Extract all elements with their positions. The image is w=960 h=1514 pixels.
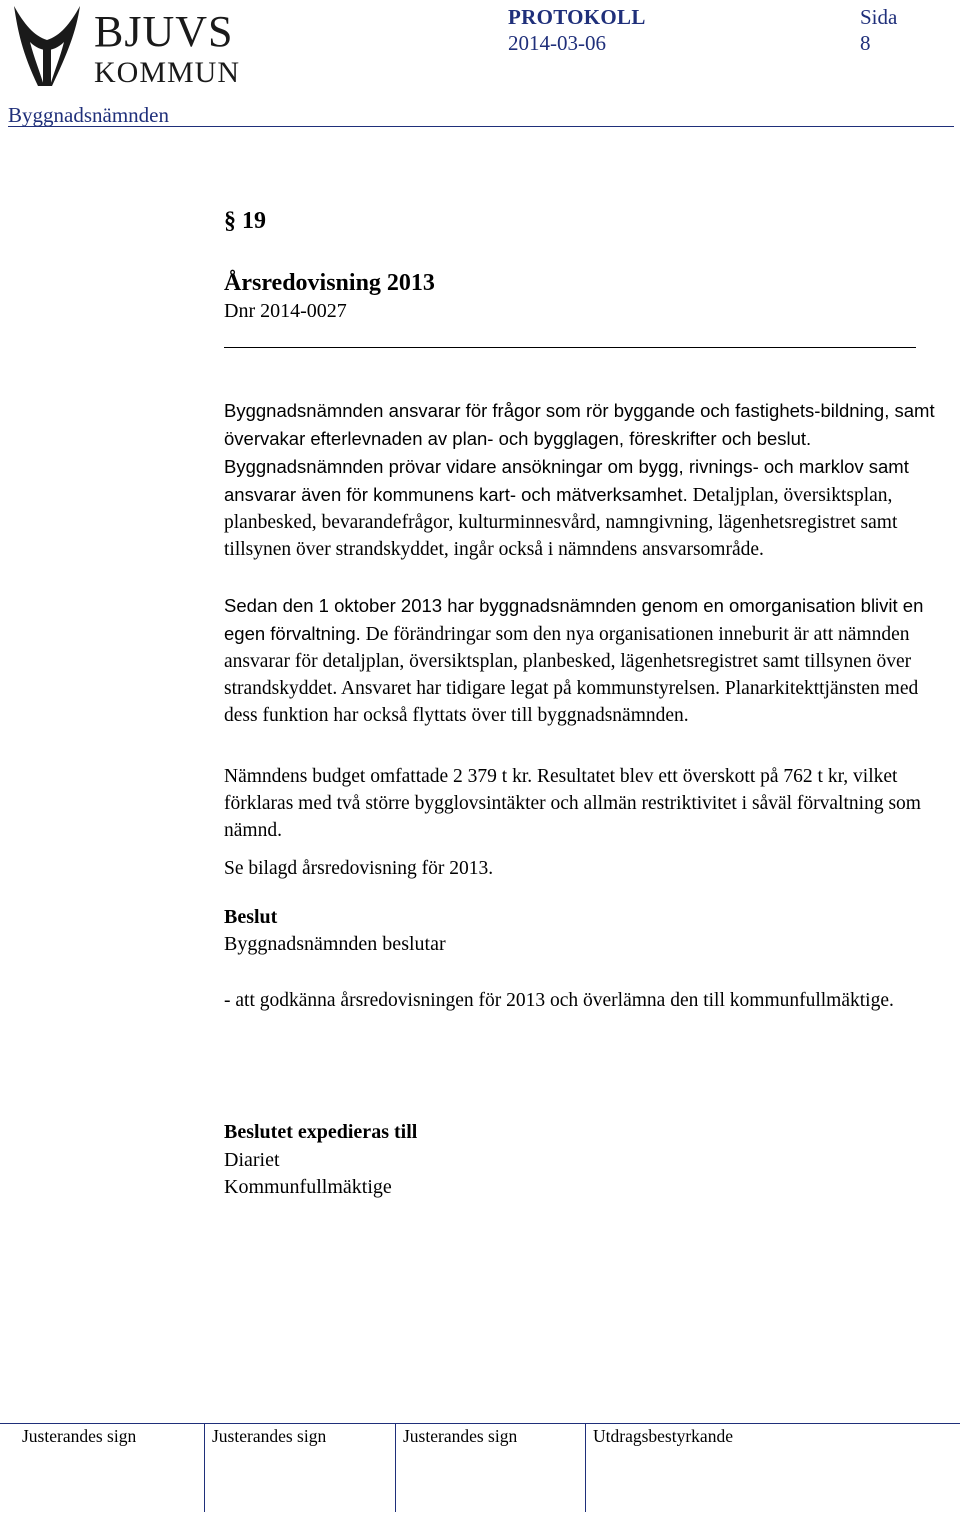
recipient-item: Kommunfullmäktige: [224, 1176, 392, 1198]
bjuv-torch-logo-icon: [8, 2, 248, 90]
signature-label: Justerandes sign: [212, 1426, 327, 1446]
svg-text:BJUVS: BJUVS: [94, 7, 234, 56]
item-title: Årsredovisning 2013: [224, 270, 435, 296]
svg-text:KOMMUN: KOMMUN: [94, 56, 241, 89]
page-label: Sida: [860, 5, 898, 29]
signature-divider: [585, 1424, 586, 1512]
signature-divider: [395, 1424, 396, 1512]
section-sign: §: [224, 208, 236, 234]
signature-label: Utdragsbestyrkande: [593, 1426, 733, 1446]
document-type: PROTOKOLL: [508, 5, 646, 29]
signature-divider: [204, 1424, 205, 1512]
paragraph-text: Sedan den 1 oktober 2013 har byggnadsnämnden genom en omorganisation blivit en egen förvaltning.: [224, 595, 924, 644]
decision-text: - att godkänna årsredovisningen för 2013 och överlämna den till kommunfullmäktige.: [224, 990, 894, 1011]
signature-top-rule: [0, 1423, 960, 1424]
diary-number: Dnr 2014-0027: [224, 300, 347, 322]
body-paragraph-reorganisation: [224, 592, 939, 729]
body-paragraph-attachment: Se bilagd årsredovisning för 2013.: [224, 858, 494, 879]
dispatch-recipients: [224, 1147, 392, 1201]
section-number: [224, 208, 266, 235]
body-paragraph-budget: Nämndens budget omfattade 2 379 t kr. Resultatet blev ett överskott på 762 t kr, vilket förklaras med två större bygglovsintäkter och allmän restriktivitet i såväl förvaltning som nämnd.: [224, 766, 921, 841]
signature-label: Justerandes sign: [22, 1426, 137, 1446]
dispatch-heading: Beslutet expedieras till: [224, 1121, 418, 1143]
page-number: 8: [860, 31, 871, 55]
paragraph-text: De förändringar som den nya organisationen inneburit är att nämnden ansvarar för detaljplan, översiktsplan, planbesked, lägenhetsregistret samt tillsynen över strandskyddet. Ansvaret har tidigare legat på kommunstyrelsen. Planarkitekttjänsten med dess funktion har också flyttats över till byggnadsnämnden.: [224, 624, 919, 726]
body-paragraph-responsibilities: [224, 397, 939, 563]
meeting-date: 2014-03-06: [508, 31, 606, 55]
section-number-value: 19: [242, 208, 266, 234]
recipient-item: Diariet: [224, 1149, 280, 1171]
decision-subheading: Byggnadsnämnden beslutar: [224, 933, 446, 955]
decision-heading: Beslut: [224, 906, 278, 928]
committee-name: Byggnadsnämnden: [8, 103, 169, 127]
paragraph-text: Byggnadsnämnden ansvarar för frågor som rör byggande och fastighets-bildning, samt övervakar efterlevnaden av plan- och bygglagen, föreskrifter och beslut. Byggnadsnämnden prövar vidare ansökningar om bygg, rivnings- och marklov samt ansvarar även för kommunens kart- och mätverksamhet.: [224, 400, 935, 505]
paragraph-text: Detaljplan, översiktsplan, planbesked, bevarandefrågor, kulturminnesvård, namngivning, lägenhetsregistret samt tillsynen över strandskyddet, ingår också i nämndens ansvarsområde.: [224, 485, 898, 560]
municipality-logo: [8, 2, 248, 90]
header-divider: [8, 126, 954, 127]
title-underline: [224, 347, 916, 348]
signature-label: Justerandes sign: [403, 1426, 518, 1446]
